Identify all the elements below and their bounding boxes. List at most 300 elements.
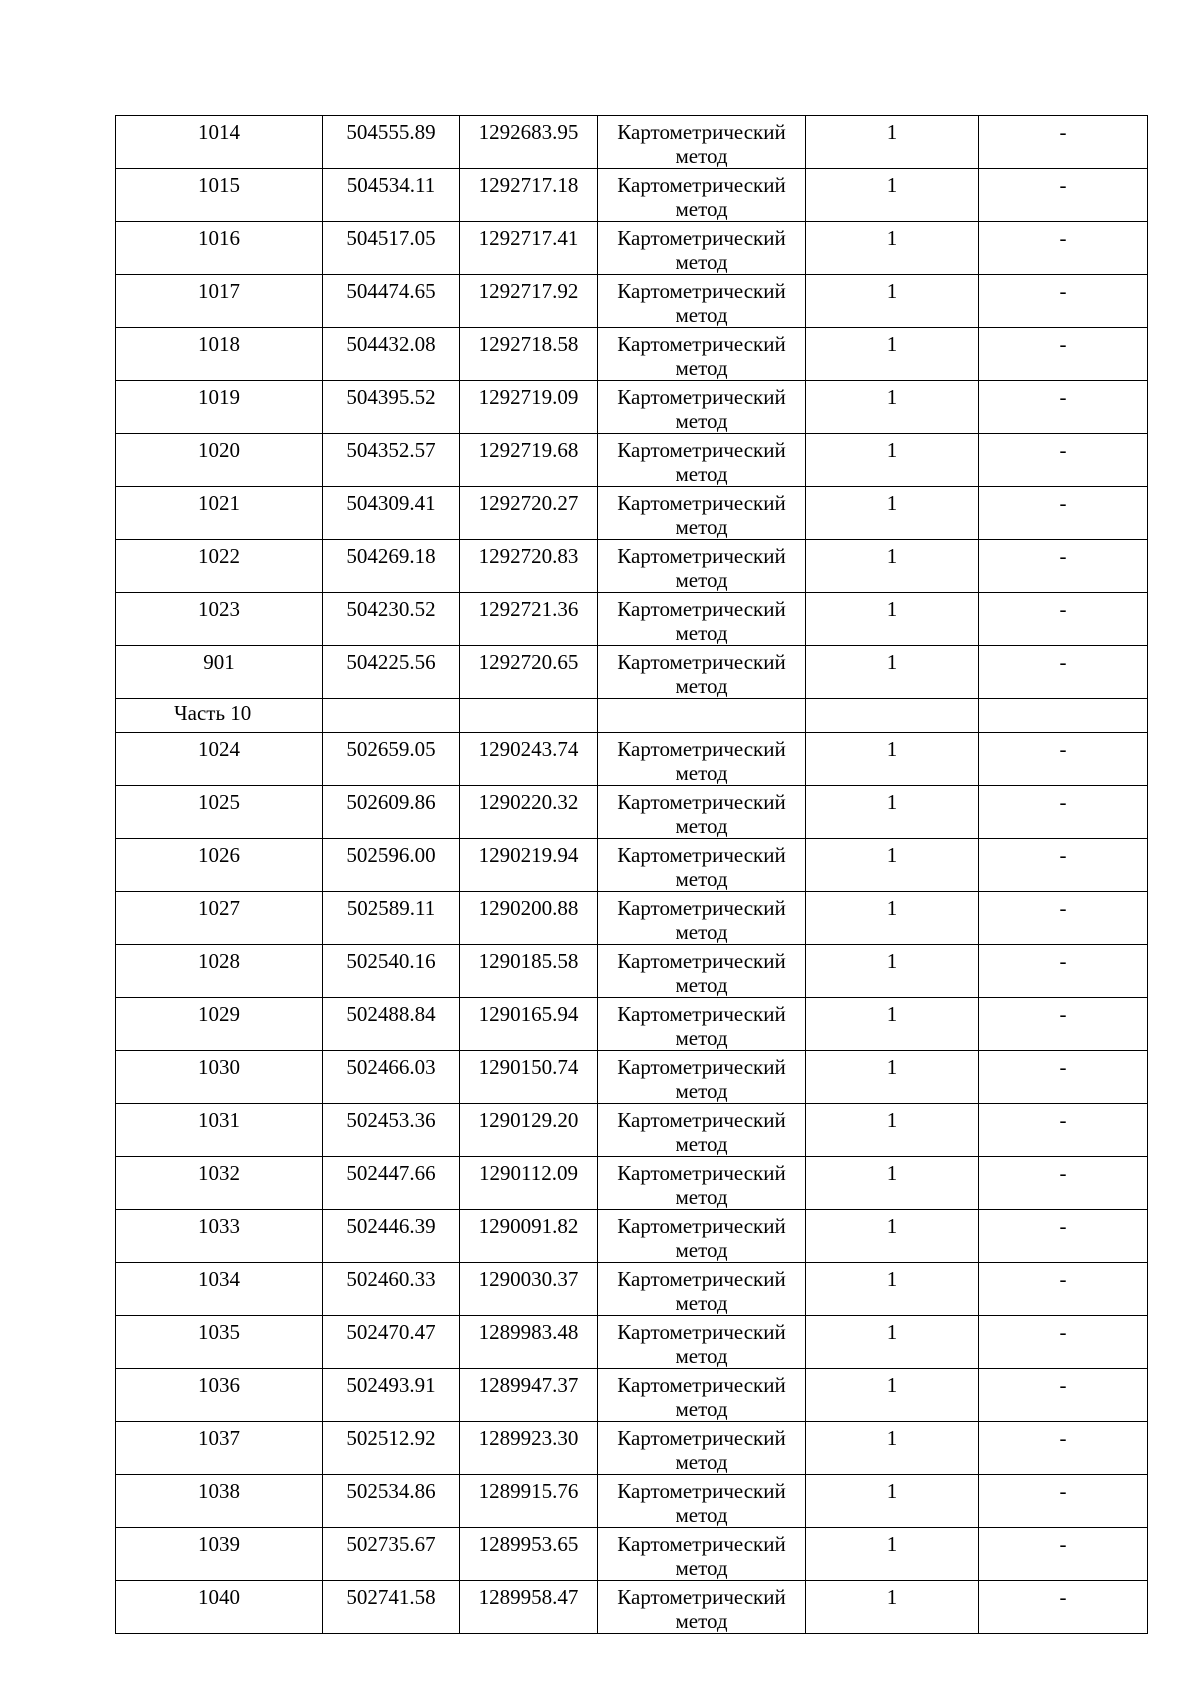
y-coordinate-cell xyxy=(460,222,598,275)
x-coordinate-text: 504534.11 xyxy=(346,173,436,197)
y-coordinate-cell xyxy=(460,275,598,328)
table-row xyxy=(116,381,1148,434)
note-text: - xyxy=(1059,1002,1067,1026)
y-coordinate-cell xyxy=(460,1369,598,1422)
method-cell xyxy=(598,892,806,945)
table-row xyxy=(116,1369,1148,1422)
accuracy-cell xyxy=(806,116,979,169)
method-cell xyxy=(598,1316,806,1369)
table-row xyxy=(116,275,1148,328)
point-id-text: 1029 xyxy=(198,1002,240,1026)
accuracy-cell xyxy=(806,839,979,892)
accuracy-cell xyxy=(806,1316,979,1369)
y-coordinate-cell xyxy=(460,1422,598,1475)
y-coordinate-cell xyxy=(460,328,598,381)
method-text: Картометрический метод xyxy=(617,1161,786,1209)
method-text: Картометрический метод xyxy=(617,1479,786,1527)
accuracy-text: 1 xyxy=(886,1373,898,1397)
note-text: - xyxy=(1059,1426,1067,1450)
x-coordinate-text: 504555.89 xyxy=(346,120,436,144)
note-cell xyxy=(979,1104,1148,1157)
method-text: Картометрический метод xyxy=(617,1426,786,1474)
x-coordinate-cell xyxy=(323,169,460,222)
accuracy-text: 1 xyxy=(886,385,898,409)
point-id-cell xyxy=(116,1528,323,1581)
y-coordinate-text: 1292718.58 xyxy=(478,332,579,356)
note-text: - xyxy=(1059,1320,1067,1344)
x-coordinate-cell xyxy=(323,328,460,381)
x-coordinate-text: 502466.03 xyxy=(346,1055,436,1079)
note-text: - xyxy=(1059,120,1067,144)
accuracy-cell xyxy=(806,892,979,945)
accuracy-text: 1 xyxy=(886,173,898,197)
x-coordinate-text: 502453.36 xyxy=(346,1108,436,1132)
y-coordinate-cell xyxy=(460,116,598,169)
accuracy-text: 1 xyxy=(886,790,898,814)
x-coordinate-text: 502447.66 xyxy=(346,1161,436,1185)
accuracy-text: 1 xyxy=(886,843,898,867)
y-coordinate-cell xyxy=(460,1528,598,1581)
y-coordinate-text: 1292721.36 xyxy=(478,597,579,621)
method-text: Картометрический метод xyxy=(617,843,786,891)
table-row xyxy=(116,1051,1148,1104)
method-cell xyxy=(598,998,806,1051)
note-text: - xyxy=(1059,790,1067,814)
y-coordinate-text: 1290165.94 xyxy=(478,1002,579,1026)
x-coordinate-cell xyxy=(323,998,460,1051)
x-coordinate-cell xyxy=(323,1581,460,1634)
accuracy-cell xyxy=(806,1157,979,1210)
x-coordinate-cell xyxy=(323,116,460,169)
point-id-cell xyxy=(116,786,323,839)
x-coordinate-text: 502596.00 xyxy=(346,843,436,867)
method-cell xyxy=(598,328,806,381)
method-cell xyxy=(598,1422,806,1475)
note-cell xyxy=(979,169,1148,222)
note-cell xyxy=(979,786,1148,839)
note-cell xyxy=(979,1581,1148,1634)
note-text: - xyxy=(1059,438,1067,462)
note-text: - xyxy=(1059,1161,1067,1185)
note-text: - xyxy=(1059,843,1067,867)
method-text: Картометрический метод xyxy=(617,544,786,592)
coordinates-table-body xyxy=(116,116,1148,1634)
point-id-cell xyxy=(116,1263,323,1316)
method-cell xyxy=(598,646,806,699)
y-coordinate-cell xyxy=(460,169,598,222)
method-cell xyxy=(598,1475,806,1528)
point-id-cell xyxy=(116,998,323,1051)
point-id-text: 1017 xyxy=(198,279,240,303)
point-id-text: 1037 xyxy=(198,1426,240,1450)
x-coordinate-text: 502512.92 xyxy=(346,1426,436,1450)
x-coordinate-cell xyxy=(323,786,460,839)
x-coordinate-text: 502659.05 xyxy=(346,737,436,761)
method-text: Картометрический метод xyxy=(617,279,786,327)
method-cell xyxy=(598,733,806,786)
y-coordinate-cell xyxy=(460,839,598,892)
method-text: Картометрический метод xyxy=(617,949,786,997)
y-coordinate-text: 1290200.88 xyxy=(478,896,579,920)
note-text: - xyxy=(1059,1532,1067,1556)
method-cell xyxy=(598,1528,806,1581)
accuracy-cell xyxy=(806,1475,979,1528)
y-coordinate-cell xyxy=(460,434,598,487)
x-coordinate-cell xyxy=(323,275,460,328)
point-id-cell xyxy=(116,1051,323,1104)
point-id-cell xyxy=(116,275,323,328)
x-coordinate-text: 502540.16 xyxy=(346,949,436,973)
note-text: - xyxy=(1059,737,1067,761)
table-row xyxy=(116,945,1148,998)
table-row xyxy=(116,1581,1148,1634)
point-id-cell xyxy=(116,892,323,945)
y-coordinate-text: 1289953.65 xyxy=(478,1532,579,1556)
table-row xyxy=(116,1263,1148,1316)
accuracy-text: 1 xyxy=(886,491,898,515)
y-coordinate-cell xyxy=(460,786,598,839)
y-coordinate-cell xyxy=(460,593,598,646)
point-id-cell xyxy=(116,540,323,593)
accuracy-cell xyxy=(806,1369,979,1422)
note-text: - xyxy=(1059,279,1067,303)
point-id-text: 1040 xyxy=(198,1585,240,1609)
x-coordinate-text: 502609.86 xyxy=(346,790,436,814)
note-cell xyxy=(979,222,1148,275)
method-cell xyxy=(598,1157,806,1210)
point-id-text: 1036 xyxy=(198,1373,240,1397)
note-cell xyxy=(979,275,1148,328)
x-coordinate-cell xyxy=(323,1157,460,1210)
note-cell xyxy=(979,116,1148,169)
y-coordinate-cell xyxy=(460,1581,598,1634)
accuracy-cell xyxy=(806,1422,979,1475)
x-coordinate-cell xyxy=(323,1528,460,1581)
y-coordinate-cell xyxy=(460,1210,598,1263)
note-cell xyxy=(979,1263,1148,1316)
x-coordinate-cell xyxy=(323,540,460,593)
table-row xyxy=(116,222,1148,275)
x-coordinate-text: 502460.33 xyxy=(346,1267,436,1291)
point-id-cell xyxy=(116,1210,323,1263)
point-id-text: 1025 xyxy=(198,790,240,814)
empty-cell xyxy=(598,699,806,733)
y-coordinate-text: 1290185.58 xyxy=(478,949,579,973)
method-cell xyxy=(598,1051,806,1104)
x-coordinate-cell xyxy=(323,381,460,434)
point-id-text: 1020 xyxy=(198,438,240,462)
y-coordinate-cell xyxy=(460,733,598,786)
point-id-text: 901 xyxy=(203,650,235,674)
method-text: Картометрический метод xyxy=(617,896,786,944)
point-id-cell xyxy=(116,839,323,892)
method-cell xyxy=(598,593,806,646)
table-row xyxy=(116,1316,1148,1369)
method-text: Картометрический метод xyxy=(617,332,786,380)
x-coordinate-cell xyxy=(323,1104,460,1157)
y-coordinate-text: 1289947.37 xyxy=(478,1373,579,1397)
note-text: - xyxy=(1059,173,1067,197)
method-text: Картометрический метод xyxy=(617,597,786,645)
point-id-cell xyxy=(116,328,323,381)
y-coordinate-text: 1292717.92 xyxy=(478,279,579,303)
accuracy-text: 1 xyxy=(886,1585,898,1609)
note-text: - xyxy=(1059,650,1067,674)
method-text: Картометрический метод xyxy=(617,1532,786,1580)
accuracy-text: 1 xyxy=(886,949,898,973)
x-coordinate-text: 504269.18 xyxy=(346,544,436,568)
method-cell xyxy=(598,540,806,593)
point-id-text: 1027 xyxy=(198,896,240,920)
part-header-row xyxy=(116,699,1148,733)
x-coordinate-cell xyxy=(323,839,460,892)
method-cell xyxy=(598,1581,806,1634)
y-coordinate-text: 1292719.68 xyxy=(478,438,579,462)
method-cell xyxy=(598,381,806,434)
method-text: Картометрический метод xyxy=(617,1320,786,1368)
accuracy-text: 1 xyxy=(886,226,898,250)
y-coordinate-text: 1289983.48 xyxy=(478,1320,579,1344)
x-coordinate-cell xyxy=(323,1475,460,1528)
y-coordinate-cell xyxy=(460,540,598,593)
y-coordinate-text: 1289958.47 xyxy=(478,1585,579,1609)
table-row xyxy=(116,540,1148,593)
accuracy-cell xyxy=(806,1051,979,1104)
y-coordinate-cell xyxy=(460,945,598,998)
note-text: - xyxy=(1059,1267,1067,1291)
note-text: - xyxy=(1059,1479,1067,1503)
y-coordinate-cell xyxy=(460,381,598,434)
accuracy-text: 1 xyxy=(886,1479,898,1503)
method-cell xyxy=(598,275,806,328)
table-row xyxy=(116,1157,1148,1210)
method-text: Картометрический метод xyxy=(617,1373,786,1421)
y-coordinate-text: 1290150.74 xyxy=(478,1055,579,1079)
method-text: Картометрический метод xyxy=(617,173,786,221)
accuracy-cell xyxy=(806,998,979,1051)
accuracy-cell xyxy=(806,434,979,487)
accuracy-text: 1 xyxy=(886,544,898,568)
point-id-cell xyxy=(116,1316,323,1369)
method-cell xyxy=(598,1369,806,1422)
x-coordinate-cell xyxy=(323,945,460,998)
point-id-text: 1015 xyxy=(198,173,240,197)
note-cell xyxy=(979,1051,1148,1104)
accuracy-cell xyxy=(806,733,979,786)
method-text: Картометрический метод xyxy=(617,1267,786,1315)
y-coordinate-text: 1292720.83 xyxy=(478,544,579,568)
point-id-cell xyxy=(116,1581,323,1634)
part-label-cell xyxy=(116,699,323,733)
point-id-cell xyxy=(116,381,323,434)
note-cell xyxy=(979,646,1148,699)
accuracy-text: 1 xyxy=(886,1214,898,1238)
y-coordinate-text: 1289915.76 xyxy=(478,1479,579,1503)
table-row xyxy=(116,998,1148,1051)
point-id-cell xyxy=(116,1157,323,1210)
point-id-cell xyxy=(116,169,323,222)
point-id-text: 1038 xyxy=(198,1479,240,1503)
note-cell xyxy=(979,328,1148,381)
method-text: Картометрический метод xyxy=(617,226,786,274)
point-id-text: 1021 xyxy=(198,491,240,515)
note-cell xyxy=(979,733,1148,786)
method-cell xyxy=(598,434,806,487)
point-id-text: 1035 xyxy=(198,1320,240,1344)
accuracy-cell xyxy=(806,1210,979,1263)
accuracy-cell xyxy=(806,593,979,646)
x-coordinate-cell xyxy=(323,1051,460,1104)
table-row xyxy=(116,1475,1148,1528)
point-id-cell xyxy=(116,593,323,646)
note-cell xyxy=(979,1528,1148,1581)
point-id-cell xyxy=(116,945,323,998)
accuracy-text: 1 xyxy=(886,120,898,144)
point-id-text: 1019 xyxy=(198,385,240,409)
note-text: - xyxy=(1059,491,1067,515)
note-text: - xyxy=(1059,949,1067,973)
y-coordinate-text: 1289923.30 xyxy=(478,1426,579,1450)
method-text: Картометрический метод xyxy=(617,120,786,168)
point-id-text: 1031 xyxy=(198,1108,240,1132)
table-row xyxy=(116,1528,1148,1581)
method-cell xyxy=(598,786,806,839)
empty-cell xyxy=(460,699,598,733)
x-coordinate-text: 504352.57 xyxy=(346,438,436,462)
point-id-text: 1034 xyxy=(198,1267,240,1291)
y-coordinate-text: 1290220.32 xyxy=(478,790,579,814)
accuracy-cell xyxy=(806,169,979,222)
x-coordinate-text: 502493.91 xyxy=(346,1373,436,1397)
x-coordinate-text: 502488.84 xyxy=(346,1002,436,1026)
y-coordinate-cell xyxy=(460,1051,598,1104)
point-id-cell xyxy=(116,1422,323,1475)
point-id-cell xyxy=(116,1475,323,1528)
note-cell xyxy=(979,998,1148,1051)
x-coordinate-cell xyxy=(323,1422,460,1475)
accuracy-cell xyxy=(806,945,979,998)
accuracy-cell xyxy=(806,646,979,699)
point-id-cell xyxy=(116,487,323,540)
accuracy-cell xyxy=(806,381,979,434)
x-coordinate-text: 504432.08 xyxy=(346,332,436,356)
note-text: - xyxy=(1059,1108,1067,1132)
accuracy-cell xyxy=(806,1581,979,1634)
accuracy-cell xyxy=(806,540,979,593)
note-cell xyxy=(979,593,1148,646)
table-row xyxy=(116,786,1148,839)
part-label: Часть 10 xyxy=(174,701,252,725)
note-text: - xyxy=(1059,1214,1067,1238)
point-id-cell xyxy=(116,222,323,275)
y-coordinate-text: 1290112.09 xyxy=(479,1161,578,1185)
note-cell xyxy=(979,434,1148,487)
x-coordinate-text: 504395.52 xyxy=(346,385,436,409)
note-text: - xyxy=(1059,597,1067,621)
y-coordinate-cell xyxy=(460,892,598,945)
y-coordinate-text: 1290129.20 xyxy=(478,1108,579,1132)
x-coordinate-text: 504517.05 xyxy=(346,226,436,250)
note-text: - xyxy=(1059,1055,1067,1079)
point-id-text: 1028 xyxy=(198,949,240,973)
accuracy-text: 1 xyxy=(886,1267,898,1291)
method-cell xyxy=(598,839,806,892)
note-text: - xyxy=(1059,1585,1067,1609)
point-id-cell xyxy=(116,1369,323,1422)
note-text: - xyxy=(1059,385,1067,409)
method-cell xyxy=(598,1210,806,1263)
accuracy-text: 1 xyxy=(886,597,898,621)
method-text: Картометрический метод xyxy=(617,1108,786,1156)
accuracy-cell xyxy=(806,1528,979,1581)
accuracy-text: 1 xyxy=(886,650,898,674)
point-id-cell xyxy=(116,733,323,786)
x-coordinate-text: 504230.52 xyxy=(346,597,436,621)
method-cell xyxy=(598,116,806,169)
point-id-text: 1016 xyxy=(198,226,240,250)
method-text: Картометрический метод xyxy=(617,737,786,785)
table-row xyxy=(116,839,1148,892)
method-cell xyxy=(598,222,806,275)
y-coordinate-text: 1292717.41 xyxy=(478,226,579,250)
note-text: - xyxy=(1059,544,1067,568)
point-id-text: 1032 xyxy=(198,1161,240,1185)
accuracy-text: 1 xyxy=(886,1002,898,1026)
table-row xyxy=(116,169,1148,222)
y-coordinate-text: 1292720.27 xyxy=(478,491,579,515)
table-row xyxy=(116,328,1148,381)
point-id-text: 1030 xyxy=(198,1055,240,1079)
note-text: - xyxy=(1059,332,1067,356)
note-cell xyxy=(979,540,1148,593)
method-text: Картометрический метод xyxy=(617,790,786,838)
point-id-text: 1039 xyxy=(198,1532,240,1556)
y-coordinate-text: 1290219.94 xyxy=(478,843,579,867)
y-coordinate-text: 1292720.65 xyxy=(478,650,579,674)
note-cell xyxy=(979,1475,1148,1528)
table-row xyxy=(116,434,1148,487)
accuracy-text: 1 xyxy=(886,1055,898,1079)
point-id-text: 1023 xyxy=(198,597,240,621)
table-row xyxy=(116,487,1148,540)
x-coordinate-cell xyxy=(323,593,460,646)
x-coordinate-cell xyxy=(323,222,460,275)
y-coordinate-cell xyxy=(460,1157,598,1210)
y-coordinate-cell xyxy=(460,1263,598,1316)
point-id-text: 1024 xyxy=(198,737,240,761)
point-id-text: 1026 xyxy=(198,843,240,867)
method-cell xyxy=(598,945,806,998)
x-coordinate-text: 504309.41 xyxy=(346,491,436,515)
coordinates-table xyxy=(115,115,1148,1634)
point-id-cell xyxy=(116,434,323,487)
point-id-text: 1014 xyxy=(198,120,240,144)
accuracy-text: 1 xyxy=(886,1108,898,1132)
method-text: Картометрический метод xyxy=(617,1055,786,1103)
accuracy-text: 1 xyxy=(886,1532,898,1556)
note-cell xyxy=(979,1369,1148,1422)
table-row xyxy=(116,1210,1148,1263)
empty-cell xyxy=(806,699,979,733)
y-coordinate-text: 1290091.82 xyxy=(478,1214,579,1238)
y-coordinate-cell xyxy=(460,487,598,540)
x-coordinate-cell xyxy=(323,434,460,487)
x-coordinate-cell xyxy=(323,892,460,945)
accuracy-cell xyxy=(806,786,979,839)
note-cell xyxy=(979,839,1148,892)
note-text: - xyxy=(1059,896,1067,920)
x-coordinate-cell xyxy=(323,733,460,786)
